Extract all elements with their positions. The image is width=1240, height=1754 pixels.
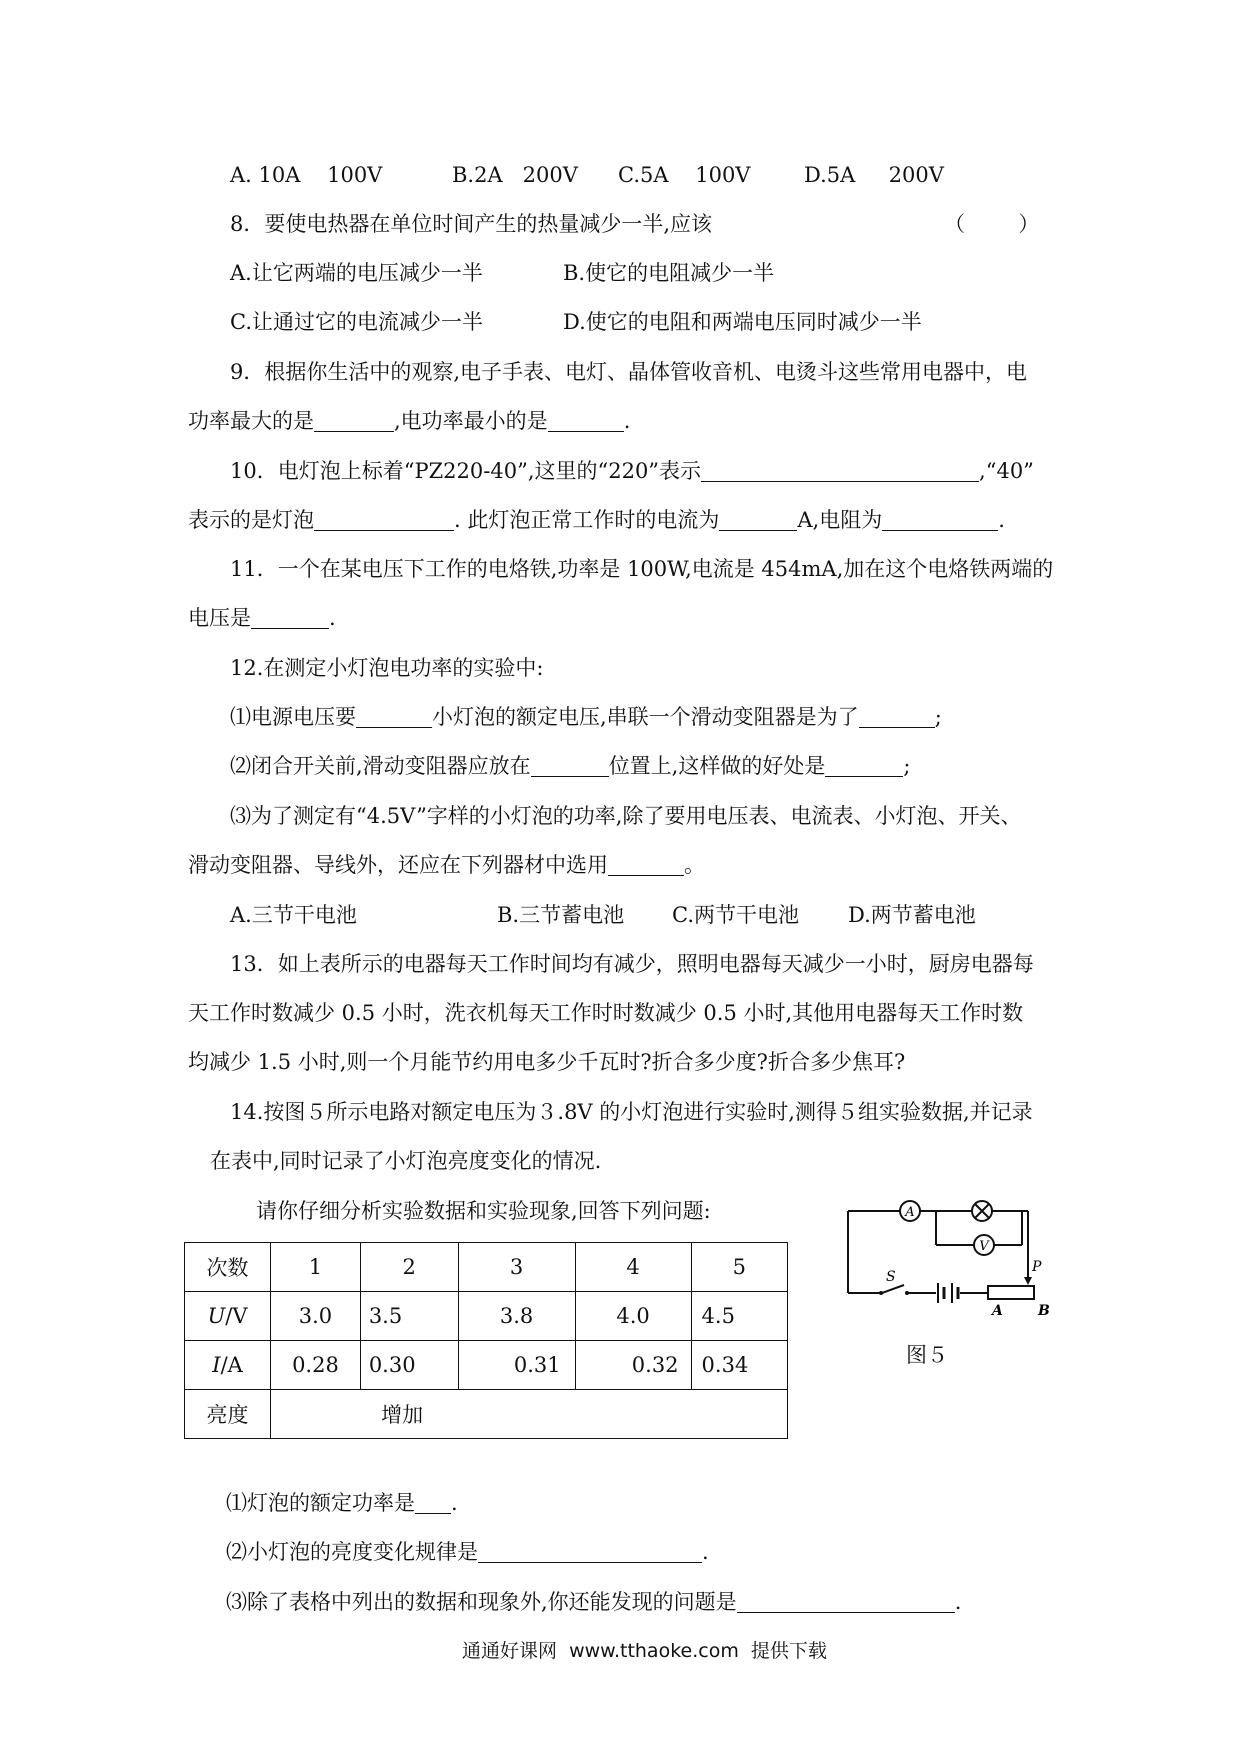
circuit-diagram — [838, 1185, 1068, 1335]
q12-option-d: D.两节蓄电池 — [848, 903, 976, 927]
brightness-label: 亮度 — [185, 1390, 271, 1439]
q14-blank-2 — [478, 1543, 702, 1563]
q8-option-a: A.让它两端的电压减少一半 — [230, 261, 483, 285]
q10-line2: 表示的是灯泡 . 此灯泡正常工作时的电流为 A,电阻为 . — [188, 508, 1005, 532]
q10-blank-resistance — [882, 511, 998, 531]
table-cell: 0.34 — [691, 1341, 787, 1390]
q7-option-a: A. 10A 100V — [230, 163, 383, 187]
voltage-label: U/V — [185, 1292, 271, 1341]
table-cell: 1 — [271, 1243, 361, 1292]
rheostat-end-b-label: B — [1038, 1303, 1050, 1319]
q14-sub1: ⑴灯泡的额定功率是 . — [226, 1491, 458, 1515]
q14-blank-1 — [415, 1494, 451, 1514]
table-cell: 4 — [575, 1243, 691, 1292]
experiment-table — [184, 1242, 788, 1439]
q13-line2: 天工作时数减少 0.5 小时，洗衣机每天工作时时数减少 0.5 小时,其他用电器每天工作时数 — [188, 1001, 1024, 1025]
q12-part2: ⑵闭合开关前,滑动变阻器应放在 位置上,这样做的好处是 ; — [230, 754, 911, 778]
q12-blank-2a — [531, 757, 609, 777]
q7-option-d: D.5A 200V — [804, 163, 944, 187]
table-cell: 5 — [691, 1243, 787, 1292]
q12-part3-line1: ⑶为了测定有“4.5V”字样的小灯泡的功率,除了要用电压表、电流表、小灯泡、开关、 — [230, 804, 1022, 828]
ammeter-icon — [900, 1201, 920, 1221]
q12-part3-line2: 滑动变阻器、导线外，还应在下列器材中选用 。 — [188, 853, 705, 877]
q7-option-b: B.2A 200V — [452, 163, 578, 187]
q13-line3: 均减少 1.5 小时,则一个月能节约用电多少千瓦时?折合多少度?折合多少焦耳? — [188, 1050, 906, 1074]
q10-blank-current — [719, 511, 797, 531]
q11-line2: 电压是 . — [188, 606, 336, 630]
q12-option-c: C.两节干电池 — [672, 903, 799, 927]
lamp-icon — [972, 1201, 992, 1221]
q12-option-a: A.三节干电池 — [230, 903, 357, 927]
q12-part1: ⑴电源电压要 小灯泡的额定电压,串联一个滑动变阻器是为了 ; — [230, 705, 942, 729]
table-cell: 0.31 — [458, 1341, 575, 1390]
footer-text: 通通好课网 www.tthaoke.com 提供下载 — [462, 1640, 827, 1662]
table-cell: 3.0 — [271, 1292, 361, 1341]
q12-stem: 12.在测定小灯泡电功率的实验中: — [230, 656, 544, 680]
q10-line1: 10．电灯泡上标着“PZ220-40”,这里的“220”表示 ,“40” — [230, 459, 1034, 483]
q14-sub2: ⑵小灯泡的亮度变化规律是 . — [226, 1540, 709, 1564]
table-cell: 3.5 — [360, 1292, 458, 1341]
q9-blank-min — [548, 412, 624, 432]
q14-line1: 14.按图５所示电路对额定电压为３.8V 的小灯泡进行实验时,测得５组实验数据,并记录 — [230, 1100, 1033, 1124]
q10-blank-220 — [701, 462, 979, 482]
table-header-label: 次数 — [185, 1243, 271, 1292]
svg-text:V: V — [979, 1239, 989, 1254]
q14-instruction: 请你仔细分析实验数据和实验现象,回答下列问题: — [256, 1199, 711, 1223]
brightness-value: 增加 — [271, 1390, 788, 1439]
figure-caption: 图５ — [906, 1343, 948, 1367]
table-row — [185, 1341, 788, 1390]
svg-text:A: A — [905, 1205, 915, 1220]
q8-option-c: C.让通过它的电流减少一半 — [230, 310, 483, 334]
switch-label: S — [886, 1269, 896, 1285]
table-cell: 0.30 — [360, 1341, 458, 1390]
q14-blank-3 — [737, 1593, 955, 1613]
slider-label: P — [1032, 1259, 1042, 1275]
q7-option-c: C.5A 100V — [618, 163, 751, 187]
q8-option-d: D.使它的电阻和两端电压同时减少一半 — [563, 310, 922, 334]
q8-stem: 8．要使电热器在单位时间产生的热量减少一半,应该 — [230, 212, 713, 236]
q12-blank-3 — [608, 856, 684, 876]
table-row — [185, 1243, 788, 1292]
table-cell: 3 — [458, 1243, 575, 1292]
q14-sub3: ⑶除了表格中列出的数据和现象外,你还能发现的问题是 . — [226, 1590, 962, 1614]
q12-blank-1a — [356, 708, 432, 728]
q12-option-b: B.三节蓄电池 — [497, 903, 625, 927]
q11-blank-voltage — [251, 609, 329, 629]
table-row — [185, 1292, 788, 1341]
table-cell: 3.8 — [458, 1292, 575, 1341]
table-cell: 4.0 — [575, 1292, 691, 1341]
table-cell: 0.32 — [575, 1341, 691, 1390]
q10-blank-40 — [314, 511, 454, 531]
q8-option-b: B.使它的电阻减少一半 — [563, 261, 775, 285]
voltmeter-icon — [974, 1235, 994, 1255]
table-cell: 2 — [360, 1243, 458, 1292]
q12-blank-2b — [825, 757, 903, 777]
table-row — [185, 1390, 788, 1439]
q8-answer-bracket: （ ） — [944, 212, 1040, 236]
current-label: I/A — [185, 1341, 271, 1390]
q13-line1: 13．如上表所示的电器每天工作时间均有减少，照明电器每天减少一小时，厨房电器每 — [230, 952, 1034, 976]
q14-line2: 在表中,同时记录了小灯泡亮度变化的情况. — [210, 1149, 602, 1173]
q9-line1: 9．根据你生活中的观察,电子手表、电灯、晶体管收音机、电烫斗这些常用电器中，电 — [230, 360, 1028, 384]
q9-blank-max — [314, 412, 394, 432]
q11-line1: 11．一个在某电压下工作的电烙铁,功率是 100W,电流是 454mA,加在这个电烙铁两端的 — [230, 557, 1054, 581]
rheostat-end-a-label: A — [992, 1303, 1003, 1319]
table-cell: 4.5 — [691, 1292, 787, 1341]
q9-line2: 功率最大的是 ,电功率最小的是 . — [188, 409, 631, 433]
table-cell: 0.28 — [271, 1341, 361, 1390]
q12-blank-1b — [859, 708, 935, 728]
